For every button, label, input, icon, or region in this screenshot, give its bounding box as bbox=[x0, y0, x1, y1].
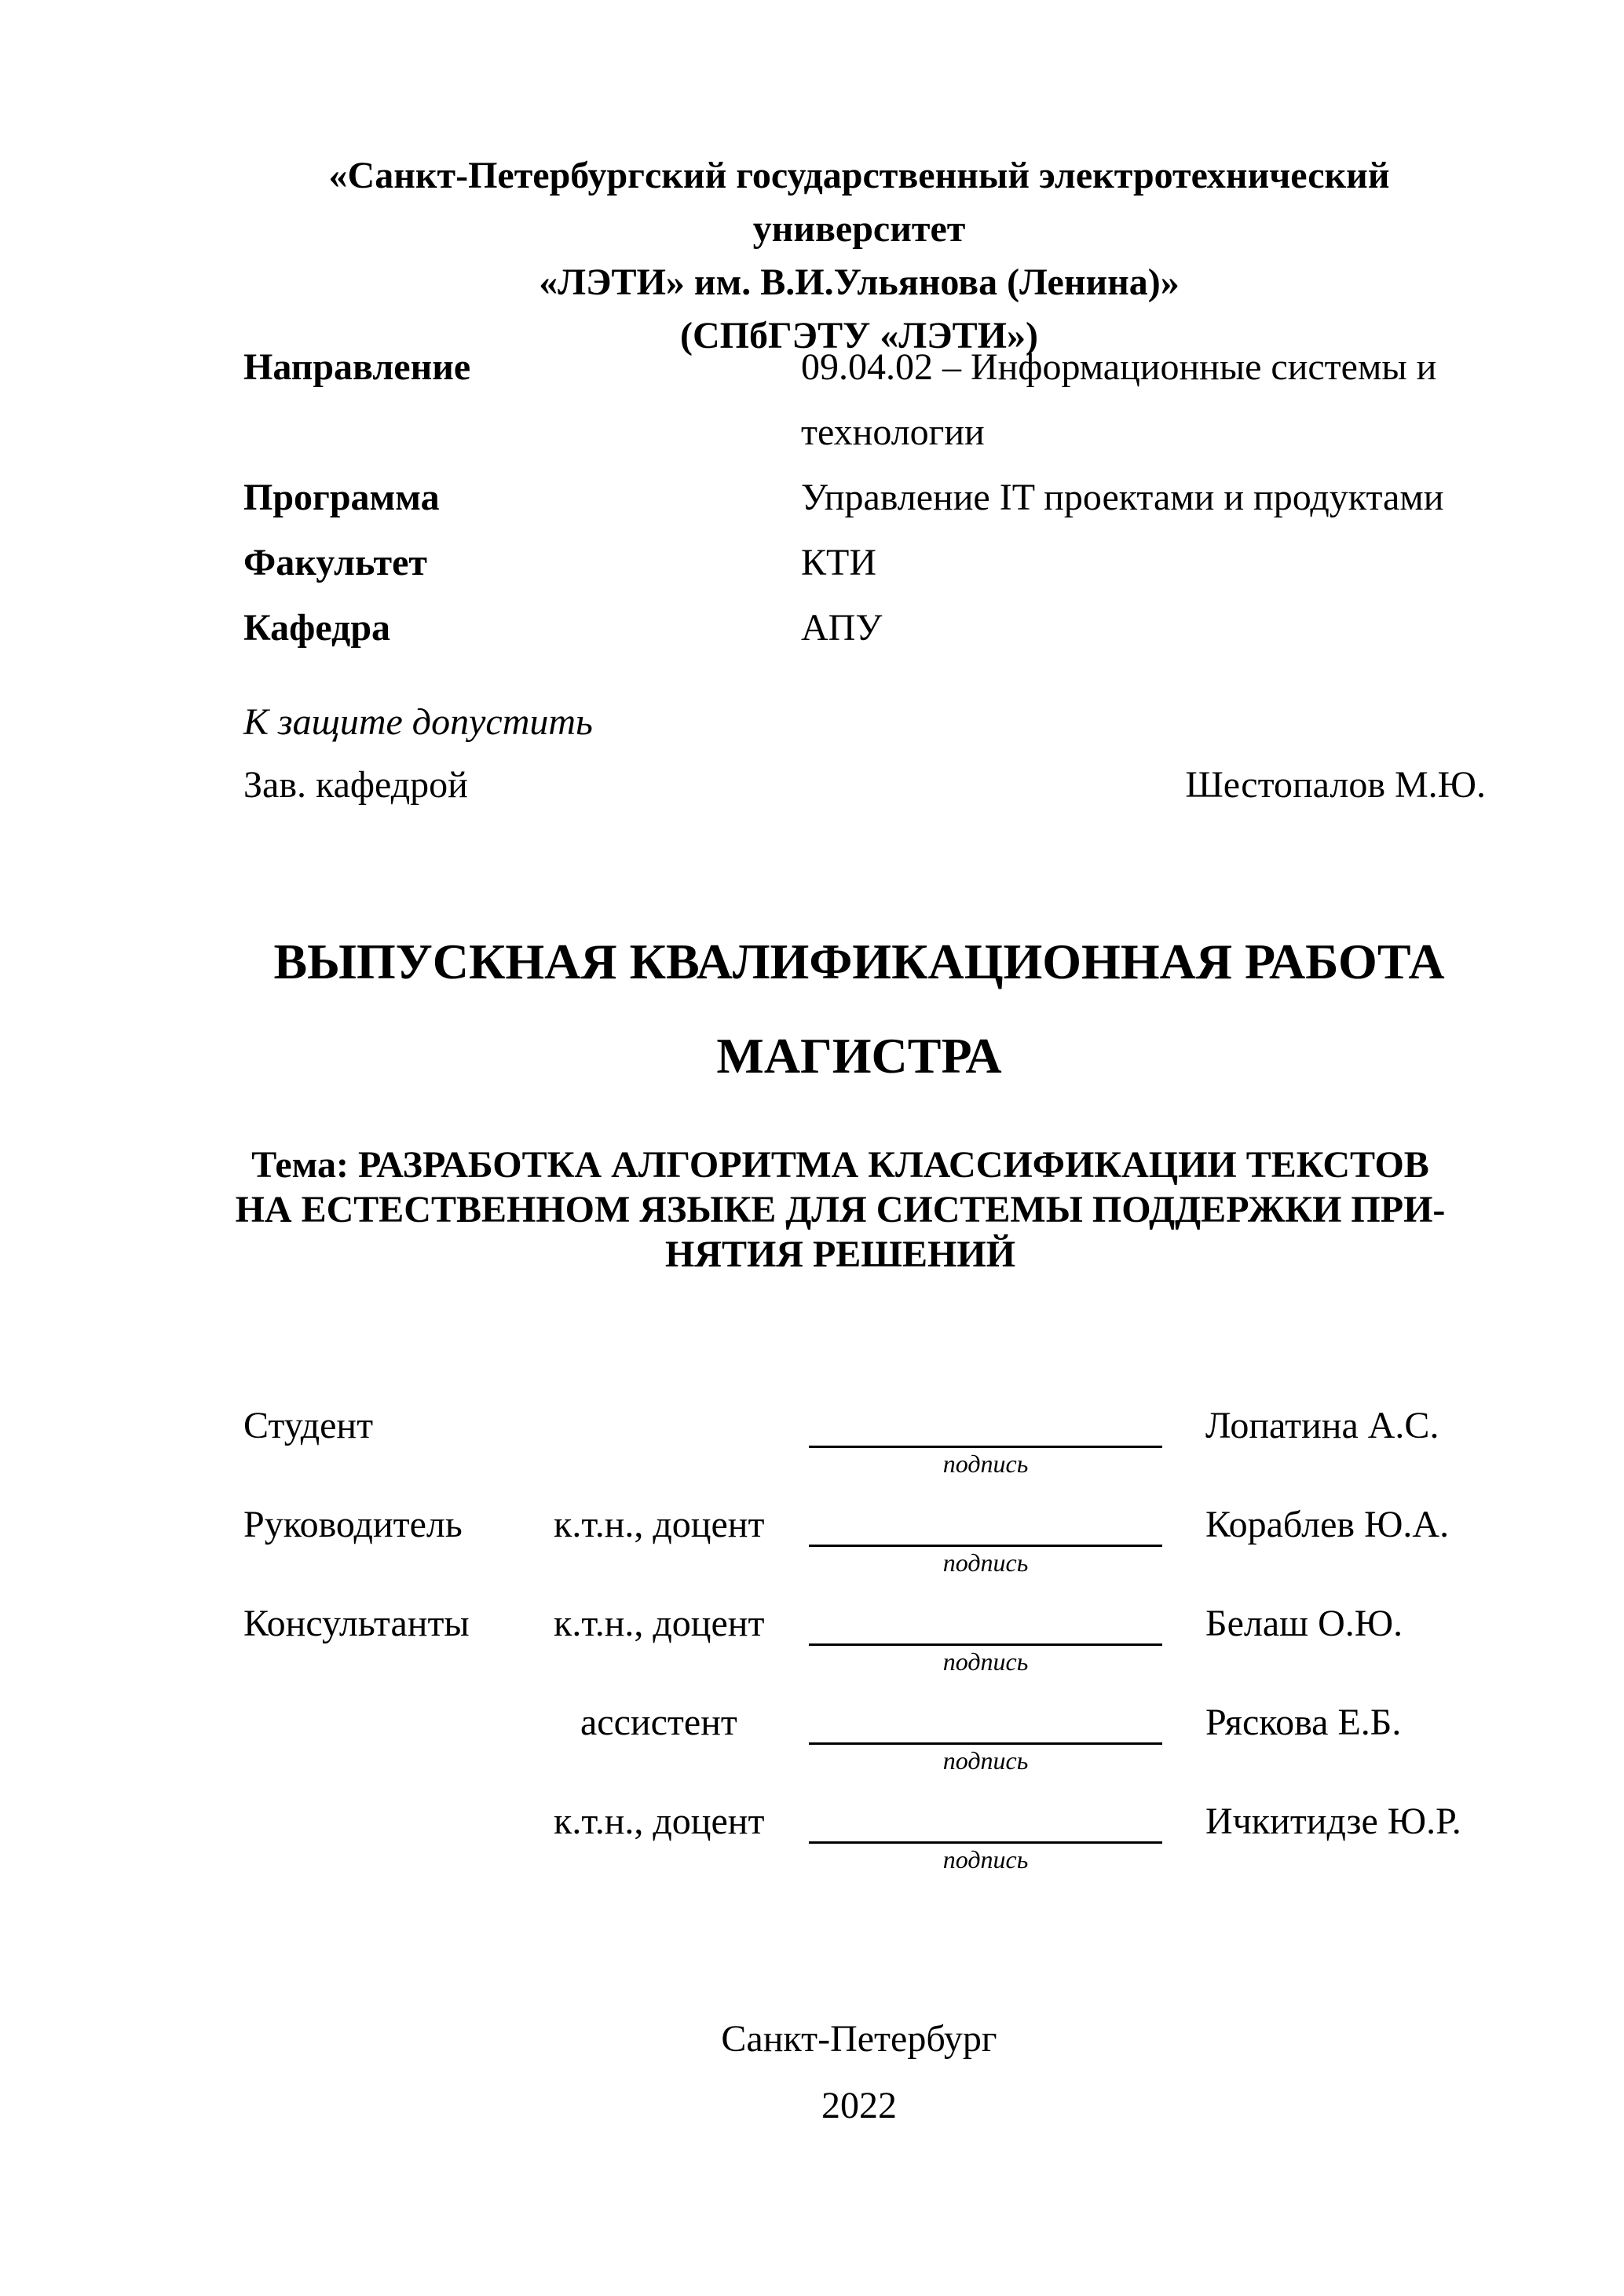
program-info-table bbox=[243, 335, 1492, 660]
university-header-line-3: (СПбГЭТУ «ЛЭТИ») bbox=[680, 315, 1038, 356]
sig-degree-supervisor: к.т.н., доцент bbox=[554, 1504, 765, 1545]
sig-row-consultant-3 bbox=[243, 1793, 1486, 1892]
sig-name-consultant-1: Белаш О.Ю. bbox=[1205, 1603, 1403, 1644]
signature-line bbox=[809, 1596, 1162, 1646]
sig-degree-consultant-1: к.т.н., доцент bbox=[554, 1603, 765, 1644]
university-header-line-2: «ЛЭТИ» им. В.И.Ульянова (Ленина)» bbox=[539, 261, 1180, 303]
signature-field-consultant-1 bbox=[809, 1596, 1162, 1677]
thesis-theme-line-1: Тема: РАЗРАБОТКА АЛГОРИТМА КЛАССИФИКАЦИИ ТЕКСТОВ bbox=[251, 1144, 1429, 1186]
field-program-value: Управление IT проектами и продуктами bbox=[801, 477, 1444, 518]
field-faculty-value: КТИ bbox=[801, 542, 876, 583]
thesis-theme-line-3: НЯТИЯ РЕШЕНИЙ bbox=[664, 1234, 1016, 1275]
signature-caption: подпись bbox=[942, 1746, 1029, 1775]
sig-row-consultant-1 bbox=[243, 1596, 1486, 1695]
university-header bbox=[243, 149, 1475, 363]
sig-row-consultant-2 bbox=[243, 1695, 1486, 1793]
signature-line bbox=[809, 1398, 1162, 1448]
signature-caption: подпись bbox=[942, 1548, 1029, 1577]
sig-name-supervisor: Кораблев Ю.А. bbox=[1205, 1504, 1450, 1545]
signatures-table bbox=[243, 1398, 1486, 1892]
signature-line bbox=[809, 1497, 1162, 1547]
signature-field-consultant-2 bbox=[809, 1695, 1162, 1776]
field-department bbox=[243, 595, 1492, 660]
field-department-label: Кафедра bbox=[243, 607, 391, 649]
sig-role-supervisor: Руководитель bbox=[243, 1504, 463, 1545]
signature-line bbox=[809, 1793, 1162, 1844]
footer-year: 2022 bbox=[821, 2085, 897, 2126]
field-program-label: Программа bbox=[243, 477, 440, 518]
sig-row-supervisor bbox=[243, 1497, 1486, 1596]
sig-role-consultants: Консультанты bbox=[243, 1603, 470, 1644]
signature-field-consultant-3 bbox=[809, 1793, 1162, 1875]
thesis-theme-line-2: НА ЕСТЕСТВЕННОМ ЯЗЫКЕ ДЛЯ СИСТЕМЫ ПОДДЕРЖКИ ПРИ- bbox=[235, 1189, 1446, 1230]
field-faculty bbox=[243, 530, 1492, 595]
signature-field-student bbox=[809, 1398, 1162, 1479]
field-department-value: АПУ bbox=[801, 607, 883, 649]
admit-to-defense-line: К защите допустить bbox=[243, 701, 593, 743]
signature-caption: подпись bbox=[942, 1647, 1029, 1676]
sig-degree-consultant-2: ассистент bbox=[580, 1702, 737, 1743]
sig-name-consultant-3: Ичкитидзе Ю.Р. bbox=[1205, 1801, 1461, 1842]
field-direction bbox=[243, 335, 1492, 465]
sig-degree-consultant-3: к.т.н., доцент bbox=[554, 1801, 765, 1842]
signature-caption: подпись bbox=[942, 1845, 1029, 1874]
sig-name-student: Лопатина А.С. bbox=[1205, 1405, 1439, 1446]
thesis-title-line-2: МАГИСТРА bbox=[716, 1028, 1002, 1084]
sig-row-student bbox=[243, 1398, 1486, 1497]
field-direction-value-line-1: 09.04.02 – Информационные системы и bbox=[801, 346, 1437, 388]
sig-role-student: Студент bbox=[243, 1405, 374, 1446]
footer bbox=[243, 2005, 1475, 2139]
signature-line bbox=[809, 1695, 1162, 1745]
department-head-name: Шестопалов М.Ю. bbox=[1185, 764, 1486, 806]
field-direction-value-line-2: технологии bbox=[801, 411, 985, 453]
field-faculty-label: Факультет bbox=[243, 542, 427, 583]
department-head-label: Зав. кафедрой bbox=[243, 764, 468, 806]
sig-name-consultant-2: Ряскова Е.Б. bbox=[1205, 1702, 1402, 1743]
department-head-row bbox=[243, 763, 1486, 806]
thesis-theme bbox=[188, 1143, 1492, 1277]
footer-city: Санкт-Петербург bbox=[721, 2018, 997, 2060]
university-header-line-1: «Санкт-Петербургский государственный электротехнический университет bbox=[328, 155, 1390, 250]
thesis-title-line-1: ВЫПУСКНАЯ КВАЛИФИКАЦИОННАЯ РАБОТА bbox=[273, 934, 1445, 989]
field-direction-value bbox=[801, 335, 1492, 465]
field-program bbox=[243, 465, 1492, 530]
thesis-title bbox=[243, 915, 1475, 1103]
signature-caption: подпись bbox=[942, 1450, 1029, 1478]
signature-field-supervisor bbox=[809, 1497, 1162, 1578]
field-direction-label: Направление bbox=[243, 346, 471, 388]
